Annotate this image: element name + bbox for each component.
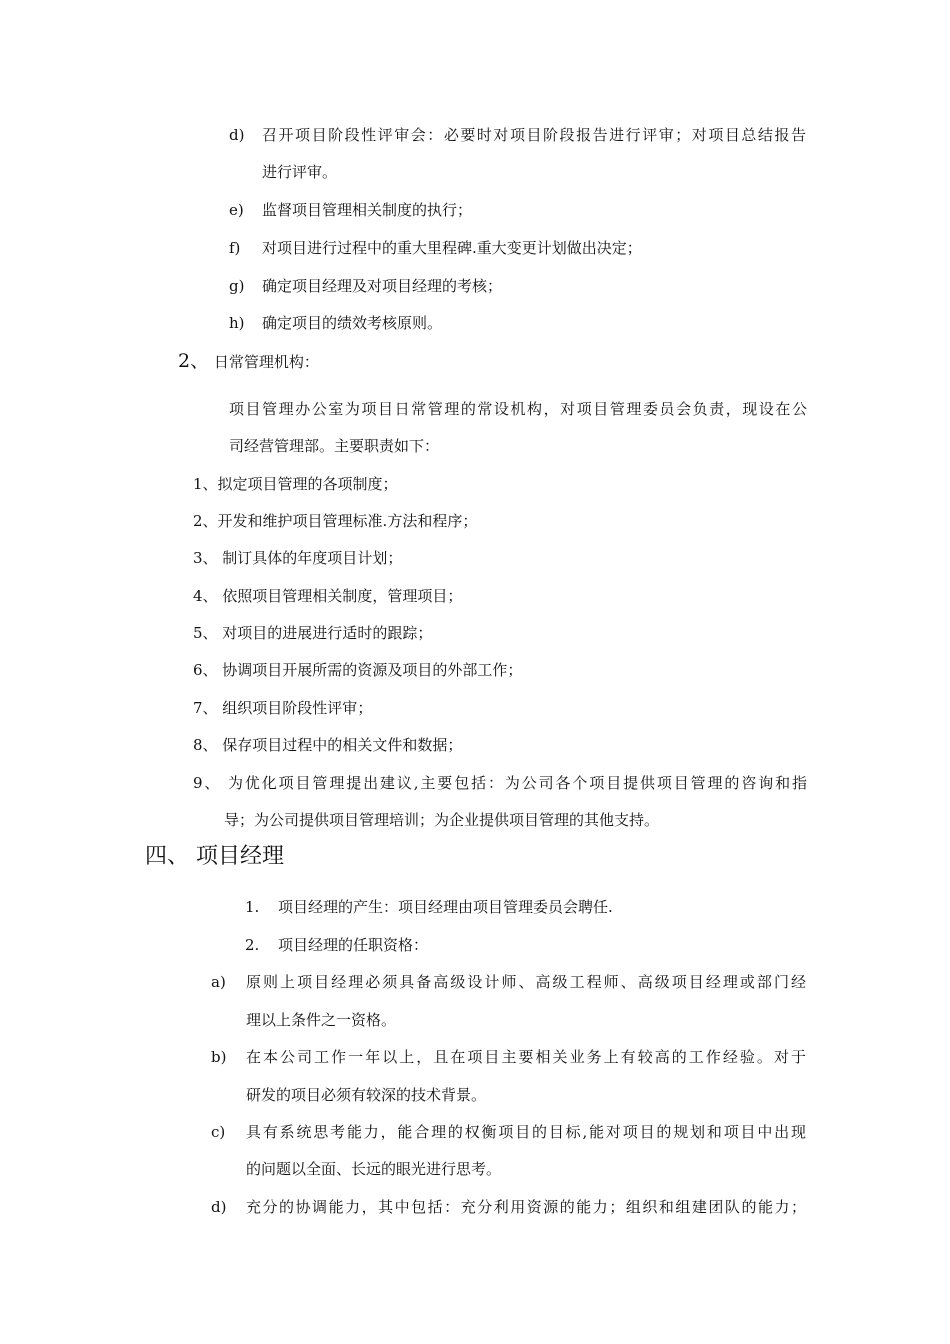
numbered-item: 1、拟定项目管理的各项制度； <box>193 475 398 493</box>
list-marker: h) <box>229 314 245 332</box>
list-marker: a) <box>211 973 226 991</box>
list-marker: b) <box>211 1048 227 1066</box>
numbered-item-continued: 导；为公司提供项目管理培训；为企业提供项目管理的其他支持。 <box>224 811 660 829</box>
list-item-text: 项目经理的任职资格： <box>278 936 429 954</box>
list-marker: c) <box>211 1123 226 1141</box>
list-item-text-continued: 理以上条件之一资格。 <box>246 1011 397 1029</box>
section-number: 2、 <box>178 350 210 372</box>
list-item-text: 监督项目管理相关制度的执行； <box>262 201 473 219</box>
list-marker: f) <box>229 239 241 257</box>
list-item-text: 充分的协调能力，其中包括：充分利用资源的能力；组织和组建团队的能力； <box>246 1198 806 1216</box>
list-item-text-continued: 进行评审。 <box>262 163 338 181</box>
list-marker: g) <box>229 277 245 295</box>
numbered-item: 3、 制订具体的年度项目计划； <box>193 549 403 567</box>
list-item-text: 召开项目阶段性评审会：必要时对项目阶段报告进行评审；对项目总结报告 <box>262 126 806 144</box>
list-item-text: 原则上项目经理必须具备高级设计师、高级工程师、高级项目经理或部门经 <box>246 973 806 991</box>
chapter-heading: 四、 项目经理 <box>145 844 284 869</box>
list-marker: 2. <box>245 936 260 954</box>
list-marker: e) <box>229 201 244 219</box>
paragraph-line: 项目管理办公室为项目日常管理的常设机构，对项目管理委员会负责，现设在公 <box>229 400 807 418</box>
section-heading <box>178 351 319 372</box>
numbered-item: 2、开发和维护项目管理标准.方法和程序； <box>193 512 478 530</box>
numbered-item: 9、 为优化项目管理提出建议,主要包括：为公司各个项目提供项目管理的咨询和指 <box>193 774 807 792</box>
list-marker: d) <box>211 1198 227 1216</box>
list-item-text-continued: 的问题以全面、长远的眼光进行思考。 <box>246 1160 502 1178</box>
list-item-text: 确定项目的绩效考核原则。 <box>262 314 443 332</box>
numbered-item: 6、 协调项目开展所需的资源及项目的外部工作； <box>193 661 523 679</box>
list-marker: d) <box>229 126 245 144</box>
list-item-text: 在本公司工作一年以上，且在项目主要相关业务上有较高的工作经验。对于 <box>246 1048 806 1066</box>
section-title: 日常管理机构： <box>213 353 319 371</box>
paragraph-line: 司经营管理部。主要职责如下： <box>229 437 440 455</box>
list-item-text: 确定项目经理及对项目经理的考核； <box>262 277 503 295</box>
numbered-item: 5、 对项目的进展进行适时的跟踪； <box>193 624 433 642</box>
list-item-text-continued: 研发的项目必须有较深的技术背景。 <box>246 1086 487 1104</box>
list-item-text: 具有系统思考能力，能合理的权衡项目的目标,能对项目的规划和项目中出现 <box>246 1123 806 1141</box>
numbered-item: 8、 保存项目过程中的相关文件和数据； <box>193 736 463 754</box>
numbered-item: 4、 依照项目管理相关制度，管理项目； <box>193 587 463 605</box>
numbered-item: 7、 组织项目阶段性评审； <box>193 699 373 717</box>
list-item-text: 对项目进行过程中的重大里程碑.重大变更计划做出决定； <box>262 239 642 257</box>
list-marker: 1. <box>245 898 260 916</box>
list-item-text: 项目经理的产生：项目经理由项目管理委员会聘任. <box>278 898 613 916</box>
